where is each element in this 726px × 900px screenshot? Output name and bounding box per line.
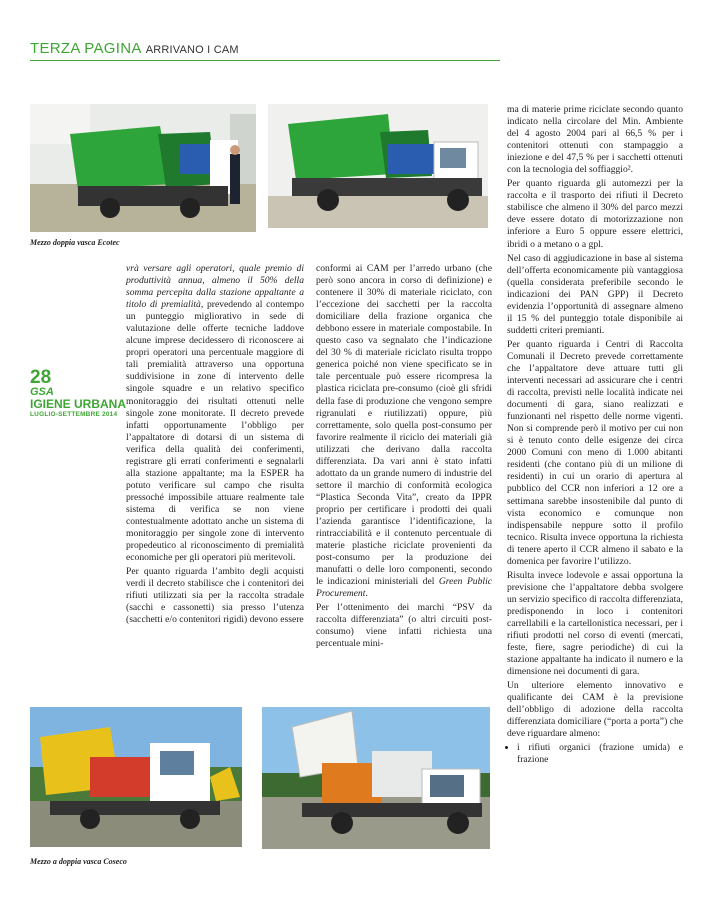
page-badge [30,368,126,419]
list-item: • i rifiuti organici (frazione umida) e frazione [517,742,683,766]
paragraph: Nel caso di aggiudicazione in base al sistema dell’offerta economicamente più vantaggiosa (quella considerata preferibile secondo le indicazioni dei PAN GPP) il Decreto evidenzia l’opportunità di assegnare almeno il 15 % del punteggio totale disponibile ai suddetti criteri premianti. [507,252,683,336]
paragraph-text: , prevedendo al contempo un punteggio migliorativo in sede di valutazione delle offerte tecniche laddove alcune imprese decidessero di riconoscere ai propri operatori una percentuale maggiore di tali premialità attraverso una opportuna suddivisione in zone di intervento delle singole squadre e un relativo specifico monitoraggio dei risultati ottenuti nelle singole zone monitorate. Il decreto prevede infatti opportunamente l’obbligo per l’appaltatore di dotarsi di un sistema di verifica della qualità dei conferimenti, registrare gli errati conferimenti e segnalarli alla stazione appaltante; ma la ESPER ha potuto verificare sul campo che risulta pressoché impossibile attuare realmente tale sistema di verifica se non viene contestualmente adottato anche un sistema di monitoraggio per singole zone di intervento propedeutico al riconoscimento di premialità economiche per gli operatori più meritevoli. [126,299,304,564]
text-column-3 [507,104,683,767]
text-column-2 [316,263,492,653]
italic-term: Green Public Procurement [316,576,492,600]
page-header [30,40,500,62]
paragraph-text: conformi ai CAM per l’arredo urbano (che però sono ancora in corso di definizione) e contenere il 30% di materiale riciclato, con l’eccezione dei sacchetti per la raccolta domiciliare della frazione organica che debbono essere in materiale compostabile. In questo caso va segnalato che l’indicazione del 30 % di materiale riciclato risulta troppo generica poiché non viene specificato se in tale percentuale può essere ricompresa la plastica riciclata pre-consumo (cioè gli sfridi della fase di produzione che vengono sempre rigranulati e riutilizzati) oppure, più correttamente, solo quella post-consumo per favorire realmente il riciclo dei materiali già utilizzati che derivano dalla raccolta differenziata. Da vari anni è stato infatti adottato da un grande numero di industrie del settore il marchio di conformità ecologica “Plastica Seconda Vita”, creato da IPPR proprio per certificare i prodotti dei quali l’azienda garantisce l’identificazione, la rintracciabilità e il contenuto percentuale di materie plastiche riciclate provenienti da post-consumo per la produzione dei manufatti o delle loro componenti, secondo le indicazioni ministeriali del [316,263,492,588]
caption-ecotec: Mezzo doppia vasca Ecotec [30,238,120,247]
paragraph: Risulta invece lodevole e assai opportuna la previsione che l’appaltatore debba svolgere un servizio specifico di raccolta differenziata, predisponendo in loco i contenitori carrellabili e la cartellonistica necessari, per i rifiuti prodotti nel corso di eventi (mercati, feste, fiere, sagre periodiche) di cui la stazione appaltante ha indicato il numero e la dimensione nei documenti di gara. [507,569,683,678]
section-topic: ARRIVANO I CAM [145,44,239,56]
paragraph: Per l’ottenimento dei marchi “PSV da raccolta differenziata” (o altri circuiti post-consumo) viene infatti richiesta una percentuale mini- [316,602,492,650]
magazine-name: IGIENE URBANA [30,397,127,411]
italic-quote: vrà versare agli operatori, quale premio di produttività annua, almeno il 50% della somma percepita dalla stazione appaltante a titolo di premialità [126,263,304,311]
paragraph-end: . [365,588,368,600]
brand-logo-text: GSA [30,386,54,398]
bullet-list [507,742,683,766]
paragraph: Un ulteriore elemento innovativo e qualificante dei CAM è la previsione dell’obbligo di adozione della raccolta differenziata domiciliare (“porta a porta”) che deve riguardare almeno: [507,680,683,740]
paragraph: ma di materie prime riciclate secondo quanto indicato nella circolare del Min. Ambiente del 4 agosto 2004 pari al 66,5 % per i contenitori ottenuti con stampaggio a iniezione e del 47,5 % per i sacchetti ottenuti con la tecnologia del soffiaggio². [507,104,683,176]
paragraph [316,263,492,600]
text-column-1 [126,263,304,628]
page-number: 28 [30,367,52,388]
paragraph: Per quanto riguarda l’ambito degli acquisti verdi il decreto stabilisce che i contenitori dei rifiuti utilizzati sia per la raccolta stradale (sacchi e cassonetti) sia presso l’utenza (sacchetti e/o contenitori rigidi) devono essere [126,566,304,626]
photo-ecotec-truck-1 [30,104,256,232]
header-rule [30,60,500,61]
photo-coseco-truck-1 [30,707,242,847]
section-title: TERZA PAGINA [30,40,142,57]
paragraph: Per quanto riguarda gli automezzi per la raccolta e il trasporto dei rifiuti il Decreto stabilisce che almeno il 30% del parco mezzi deve essere dotato di motorizzazione non inferiore a Euro 5 oppure essere elettrici, ibridi o a metano o a gpl. [507,178,683,250]
caption-coseco: Mezzo a doppia vasca Coseco [30,857,127,866]
photo-coseco-truck-2 [262,707,490,849]
paragraph [126,263,304,564]
issue-date: LUGLIO-SETTEMBRE 2014 [30,411,118,418]
paragraph: Per quanto riguarda i Centri di Raccolta Comunali il Decreto prevede correttamente che l’appaltatore deve attuare tutti gli interventi necessari ad assicurare che i centri di raccolta, previsti nelle località indicate nei documenti di gara, siano realizzati e funzionanti nel rispetto delle norme vigenti. Non si comprende però il motivo per cui non si è tenuto conto delle esigenze dei circa 2000 Comuni con meno di 1.000 abitanti residenti (che contano più di un milione di residenti) in cui un orario di apertura al pubblico del CCR non inferiori a 12 ore a settimana sarebbe insostenibile dal punto di vista economico e comunque non indispensabile neppure sotto il profilo tecnico. Risulta invece opportuna la richiesta di tenere aperto il CCR almeno il sabato e la domenica per favorire l’utilizzo. [507,338,683,567]
photo-ecotec-truck-2 [268,104,488,228]
